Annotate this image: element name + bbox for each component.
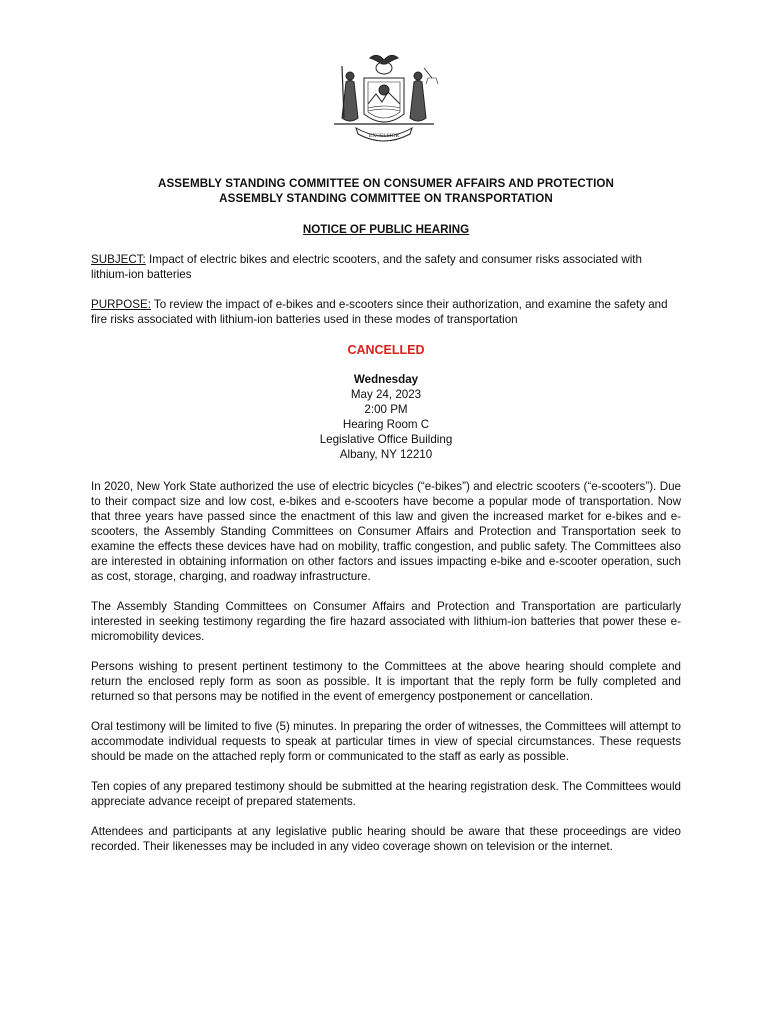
body-paragraph: Ten copies of any prepared testimony should be submitted at the hearing registration desk. The Committees would appreciate advance receipt of prepared statements. bbox=[91, 780, 681, 808]
subject-text: Impact of electric bikes and electric scooters, and the safety and consumer risks associated with lithium-ion batteries bbox=[91, 253, 642, 281]
hearing-city: Albany, NY 12210 bbox=[339, 448, 433, 461]
document-content bbox=[91, 176, 681, 854]
purpose-paragraph bbox=[91, 297, 681, 327]
body-paragraph: Oral testimony will be limited to five (5) minutes. In preparing the order of witnesses, the Committees will attempt to accommodate individual requests to speak at particular times in view of special circumstances. These requests should be made on the attached reply form or communicated to the staff as early as possible. bbox=[91, 720, 681, 763]
hearing-day: Wednesday bbox=[353, 373, 419, 386]
hearing-details bbox=[91, 372, 681, 462]
hearing-date: May 24, 2023 bbox=[350, 388, 422, 401]
svg-text:EXCELSIOR: EXCELSIOR bbox=[368, 133, 400, 139]
committee-heading-1: ASSEMBLY STANDING COMMITTEE ON CONSUMER AFFAIRS AND PROTECTION bbox=[157, 177, 614, 190]
committee-heading-2: ASSEMBLY STANDING COMMITTEE ON TRANSPORTATION bbox=[219, 192, 553, 205]
subject-label: SUBJECT: bbox=[91, 253, 146, 266]
purpose-text: To review the impact of e-bikes and e-scooters since their authorization, and examine the safety and fire risks associated with lithium-ion batteries used in these modes of transportation bbox=[91, 298, 668, 326]
cancelled-status: CANCELLED bbox=[347, 343, 425, 357]
body-paragraph: Persons wishing to present pertinent testimony to the Committees at the above hearing should complete and return the enclosed reply form as soon as possible. It is important that the reply form be fully completed and returned so that persons may be notified in the event of emergency postponement or cancellation. bbox=[91, 660, 681, 703]
body-paragraph: Attendees and participants at any legislative public hearing should be aware that these proceedings are video recorded. Their likenesses may be included in any video coverage shown on television or the internet. bbox=[91, 825, 681, 853]
subject-paragraph bbox=[91, 252, 681, 282]
body-paragraph: The Assembly Standing Committees on Consumer Affairs and Protection and Transportation are particularly interested in seeking testimony regarding the fire hazard associated with lithium-ion batteries that power these e-micromobility devices. bbox=[91, 600, 681, 643]
hearing-building: Legislative Office Building bbox=[319, 433, 453, 446]
purpose-label: PURPOSE: bbox=[91, 298, 151, 311]
body-paragraph: In 2020, New York State authorized the use of electric bicycles (“e-bikes”) and electric scooters (“e-scooters”). Due to their compact size and low cost, e-bikes and e-scooters have become a popular mode of transportation. Now that three years have passed since the enactment of this law and given the increased market for e-bikes and e-scooters, the Assembly Standing Committees on Consumer Affairs and Protection and Transportation seek to examine the effects these devices have had on mobility, traffic congestion, and public safety. The Committees also are interested in obtaining information on other factors and issues impacting e-bike and e-scooter operation, such as cost, storage, charging, and roadway infrastructure. bbox=[91, 480, 681, 583]
hearing-room: Hearing Room C bbox=[342, 418, 430, 431]
notice-title: NOTICE OF PUBLIC HEARING bbox=[302, 223, 470, 236]
ny-state-seal-icon bbox=[320, 48, 448, 148]
hearing-time: 2:00 PM bbox=[364, 403, 408, 416]
